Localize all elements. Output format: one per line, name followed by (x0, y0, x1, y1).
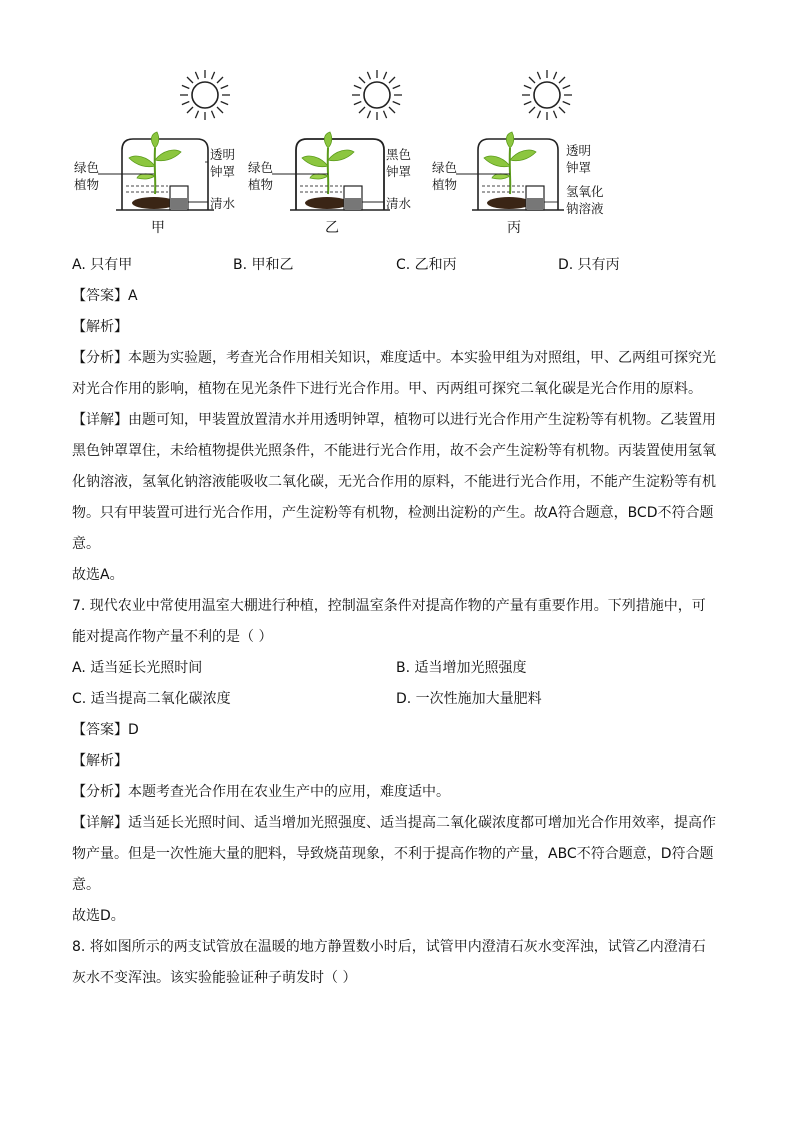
plant-icon (129, 132, 181, 194)
sun-icon (180, 70, 230, 120)
q7-analysis-line: 故选D。 (72, 908, 125, 924)
experiment-figure (60, 62, 620, 242)
label-cover-1: 透明 (566, 143, 592, 158)
setup-bing (432, 70, 604, 236)
label-cover-2: 钟罩 (566, 160, 592, 175)
q6-analysis-heading: 【解析】 (72, 319, 128, 335)
sun-icon (522, 70, 572, 120)
q7-stem: 7. 现代农业中常使用温室大棚进行种植，控制温室条件对提高作物的产量有重要作用。下列措施中，可 (72, 598, 706, 614)
q6-option-a: A. 只有甲 (72, 257, 133, 273)
label-cover-1: 黑色 (386, 147, 412, 162)
caption-yi: 乙 (325, 220, 339, 236)
setup-yi (248, 70, 412, 236)
label-liquid: 清水 (386, 196, 412, 211)
q7-stem: 能对提高作物产量不利的是（ ） (72, 629, 273, 645)
plant-icon (302, 132, 354, 194)
label-green-plant-1: 绿色 (432, 160, 458, 175)
label-green-plant-1: 绿色 (74, 160, 100, 175)
caption-jia: 甲 (151, 220, 165, 236)
plant-icon (484, 132, 536, 194)
q8-stem: 灰水不变浑浊。该实验能验证种子萌发时（ ） (72, 970, 357, 986)
q6-answer: 【答案】A (72, 288, 138, 304)
label-cover-2: 钟罩 (386, 164, 412, 179)
label-cover-2: 钟罩 (210, 164, 236, 179)
q6-analysis-line: 物。只有甲装置可进行光合作用，产生淀粉等有机物，检测出淀粉的产生。故A符合题意，BCD不符合题 (72, 505, 714, 521)
label-green-plant-2: 植物 (432, 177, 458, 192)
label-green-plant-2: 植物 (248, 177, 274, 192)
label-green-plant-2: 植物 (74, 177, 100, 192)
q6-analysis-line: 黑色钟罩罩住，未给植物提供光照条件，不能进行光合作用，故不会产生淀粉等有机物。丙装置使用氢氧 (72, 443, 716, 459)
q6-analysis-line: 故选A。 (72, 567, 124, 583)
q7-analysis-line: 意。 (72, 877, 100, 893)
label-liquid-2: 钠溶液 (566, 201, 604, 216)
q7-option-a: A. 适当延长光照时间 (72, 660, 203, 676)
q6-option-b: B. 甲和乙 (233, 257, 294, 273)
q6-option-c: C. 乙和丙 (396, 257, 457, 273)
q6-analysis-line: 对光合作用的影响，植物在见光条件下进行光合作用。甲、丙两组可探究二氧化碳是光合作用的原料。 (72, 381, 702, 397)
q6-analysis-line: 【分析】本题为实验题，考查光合作用相关知识，难度适中。本实验甲组为对照组，甲、乙两组可探究光 (72, 350, 716, 366)
q7-option-c: C. 适当提高二氧化碳浓度 (72, 691, 231, 707)
caption-bing: 丙 (507, 220, 521, 236)
label-liquid: 清水 (210, 196, 236, 211)
q7-answer: 【答案】D (72, 722, 139, 738)
q7-analysis-heading: 【解析】 (72, 753, 128, 769)
q6-analysis-line: 化钠溶液，氢氧化钠溶液能吸收二氧化碳，无光合作用的原料，不能进行光合作用，不能产生淀粉等有机 (72, 474, 716, 490)
q7-analysis-line: 物产量。但是一次性施大量的肥料，导致烧苗现象，不利于提高作物的产量，ABC不符合题意，D符合题 (72, 846, 714, 862)
q7-analysis-line: 【详解】适当延长光照时间、适当增加光照强度、适当提高二氧化碳浓度都可增加光合作用效率，提高作 (72, 815, 716, 831)
q7-option-d: D. 一次性施加大量肥料 (396, 691, 542, 707)
q6-analysis-line: 意。 (72, 536, 100, 552)
q8-stem: 8. 将如图所示的两支试管放在温暖的地方静置数小时后，试管甲内澄清石灰水变浑浊，试管乙内澄清石 (72, 939, 706, 955)
q6-option-d: D. 只有丙 (558, 257, 620, 273)
label-cover-1: 透明 (210, 147, 236, 162)
sun-icon (352, 70, 402, 120)
label-liquid-1: 氢氧化 (566, 184, 604, 199)
q7-option-b: B. 适当增加光照强度 (396, 660, 527, 676)
q6-analysis-line: 【详解】由题可知，甲装置放置清水并用透明钟罩，植物可以进行光合作用产生淀粉等有机物。乙装置用 (72, 412, 716, 428)
q7-analysis-line: 【分析】本题考查光合作用在农业生产中的应用，难度适中。 (72, 784, 450, 800)
setup-jia (74, 70, 236, 236)
label-green-plant-1: 绿色 (248, 160, 274, 175)
